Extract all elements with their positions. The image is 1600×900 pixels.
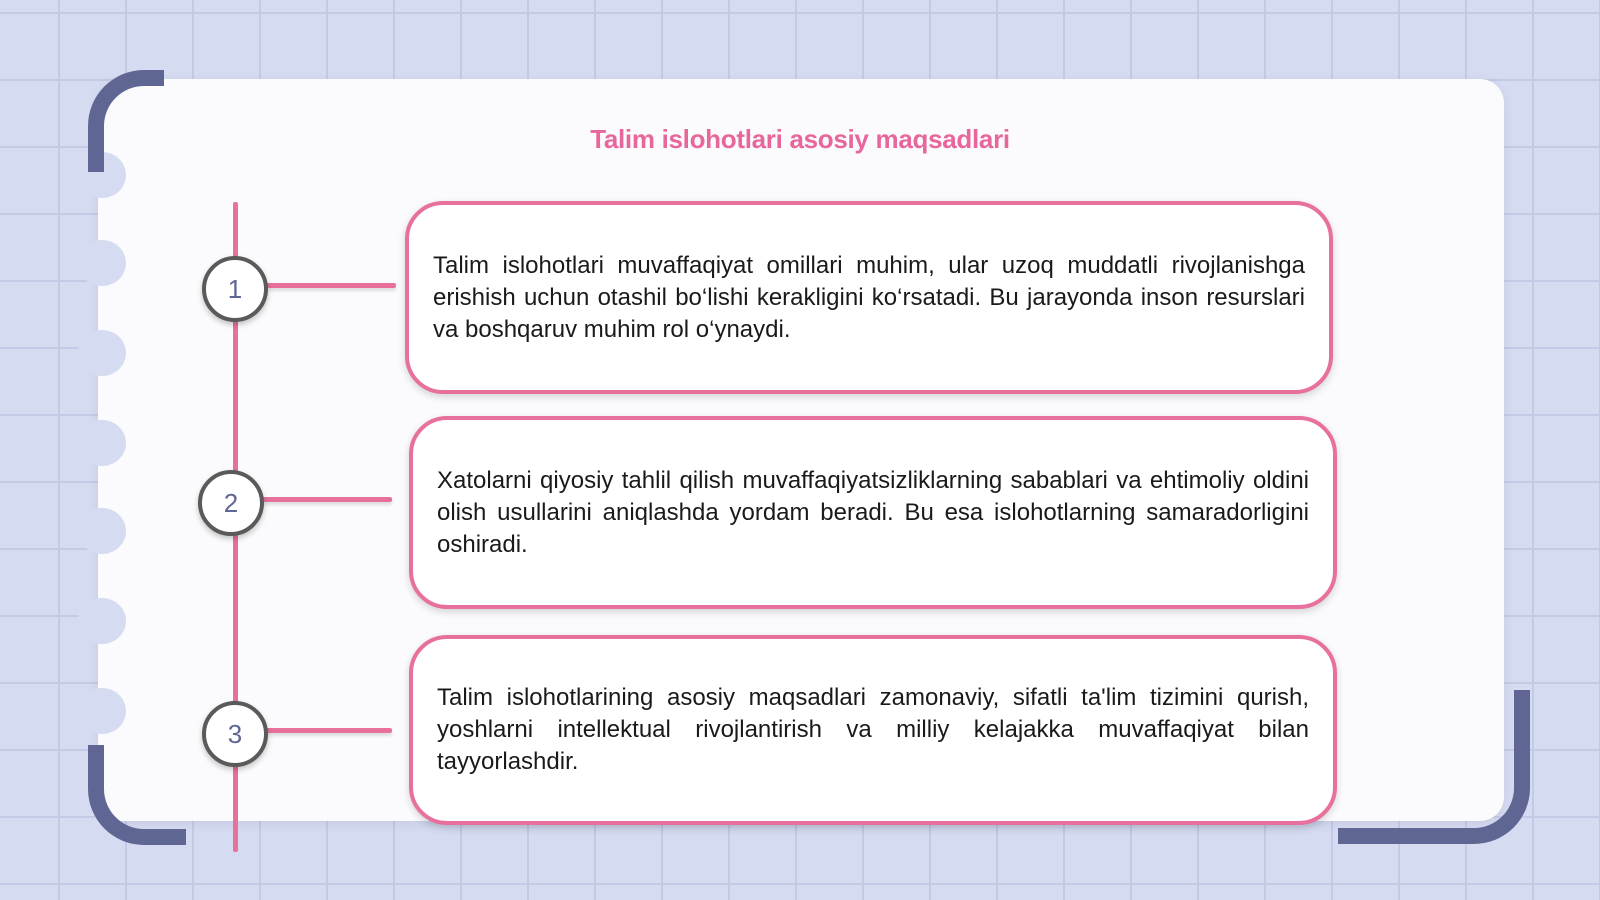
notebook-hole xyxy=(78,598,126,644)
step-text-2: Xatolarni qiyosiy tahlil qilish muvaffaqiyatsizliklarning sabablari va ehtimoliy oldini olish usullarini aniqlashda yordam beradi. Bu esa islohotlarning samaradorligini oshiradi. xyxy=(437,466,1309,558)
timeline-connector-1 xyxy=(266,283,396,288)
notebook-hole xyxy=(78,240,126,286)
notebook-hole xyxy=(78,688,126,734)
frame-corner-bottom-right xyxy=(1338,690,1530,844)
notebook-hole xyxy=(78,420,126,466)
step-card-1 xyxy=(405,201,1333,394)
step-number-2: 2 xyxy=(198,470,264,536)
notebook-hole xyxy=(78,330,126,376)
step-card-3 xyxy=(409,635,1337,825)
notebook-hole xyxy=(78,508,126,554)
timeline-connector-2 xyxy=(262,497,392,502)
slide-title: Talim islohotlari asosiy maqsadlari xyxy=(590,124,1010,154)
timeline-connector-3 xyxy=(266,728,392,733)
step-number-1: 1 xyxy=(202,256,268,322)
step-card-2 xyxy=(409,416,1337,609)
step-text-1: Talim islohotlari muvaffaqiyat omillari muhim, ular uzoq muddatli rivojlanishga erishish uchun otashil bo‘lishi kerakligini ko‘rsatadi. Bu jarayonda inson resurslari va boshqaruv muhim rol o‘ynaydi. xyxy=(433,251,1305,343)
step-text-3: Talim islohotlarining asosiy maqsadlari zamonaviy, sifatli ta'lim tizimini qurish, yoshlarni intellektual rivojlantirish va milliy kelajakka muvaffaqiyat bilan tayyorlashdir. xyxy=(437,684,1309,775)
frame-corner-bottom-left xyxy=(88,745,186,845)
frame-corner-top-left xyxy=(88,70,164,172)
step-number-3: 3 xyxy=(202,701,268,767)
